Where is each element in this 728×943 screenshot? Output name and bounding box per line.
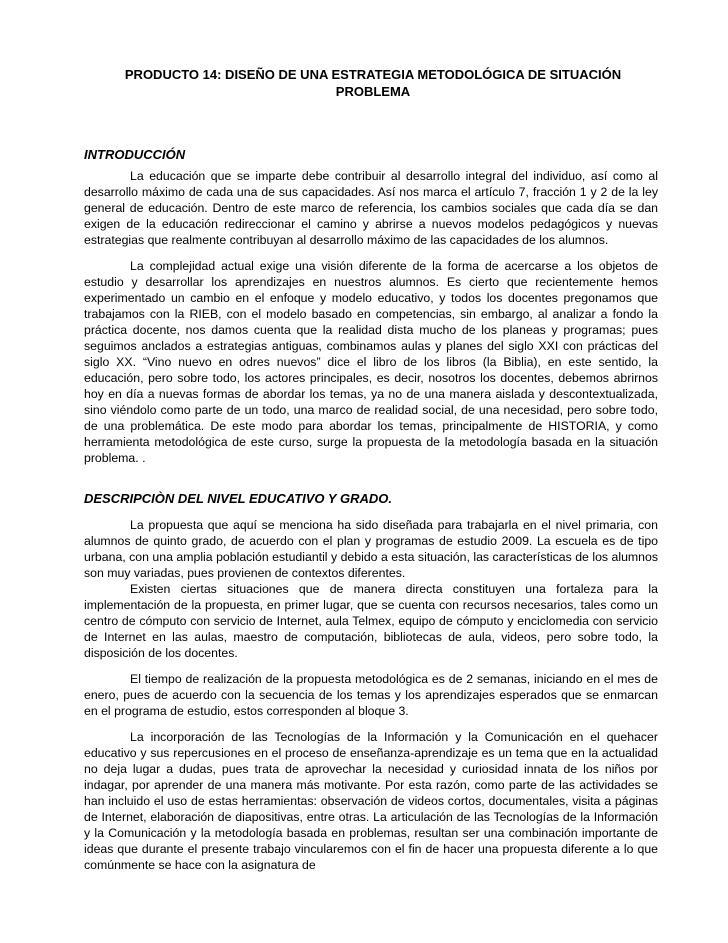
intro-paragraph-2: La complejidad actual exige una visión diferente de la forma de acercarse a los objetos de estudio y desarrollar los aprendizajes en nuestros alumnos. Es cierto que recientemente hemos experimentado un cambio en el enfoque y modelo educativo, y todos los docentes pregonamos que trabajamos con la RIEB, con el modelo basado en competencias, sin embargo, al analizar a fondo la práctica docente, nos damos cuenta que la realidad dista mucho de los planeas y programas; pues seguimos anclados a estrategias antiguas, combinamos aulas y planes del siglo XXI con prácticas del siglo XX. “Vino nuevo en odres nuevos” dice el libro de los libros (la Biblia), en este sentido, la educación, pero sobre todo, los actores principales, es decir, nosotros los docentes, debemos abrirnos hoy en día a nuevas formas de abordar los temas, ya no de una manera aislada y descontextualizada, sino viéndolo como parte de un todo, una marco de realidad social, de una necesidad, pero sobre todo, de una problemática. De este modo para abordar los temas, principalmente de HISTORIA, y como herramienta metodológica de este curso, surge la propuesta de la metodología basada en la situación problema. .: [84, 259, 658, 465]
description-paragraph-4: La incorporación de las Tecnologías de la Información y la Comunicación en el quehacer educativo y sus repercusiones en el proceso de enseñanza-aprendizaje es un tema que en la actualidad no deja lugar a dudas, pues trata de aprovechar la necesidad y curiosidad innata de los niños por indagar, por aprender de una manera más motivante. Por esta razón, como parte de las actividades se han incluido el uso de estas herramientas: observación de videos cortos, documentales, visita a páginas de Internet, elaboración de diapositivas, entre otras. La articulación de las Tecnologías de la Información y la Comunicación y la metodología basada en problemas, resultan ser una combinación importante de ideas que durante el presente trabajo vincularemos con el fin de hacer una propuesta diferente a lo que comúnmente se hace con la asignatura de: [84, 730, 658, 872]
intro-paragraph-1: La educación que se imparte debe contribuir al desarrollo integral del individuo, así como al desarrollo máximo de cada una de sus capacidades. Así nos marca el artículo 7, fracción 1 y 2 de la ley general de educación. Dentro de este marco de referencia, los cambios sociales que cada día se dan exigen de la educación redireccionar el camino y abrirse a nuevos modelos pedagógicos y nuevas estrategias que realmente contribuyan al desarrollo máximo de las capacidades de los alumnos.: [84, 169, 658, 247]
description-paragraph-1: La propuesta que aquí se menciona ha sido diseñada para trabajarla en el nivel primaria, con alumnos de quinto grado, de acuerdo con el plan y programas de estudio 2009. La escuela es de tipo urbana, con una amplia población estudiantil y debido a esta situación, las características de los alumnos son muy variadas, pues provienen de contextos diferentes.: [84, 518, 658, 580]
document-title: [84, 66, 658, 100]
description-paragraph-2: Existen ciertas situaciones que de manera directa constituyen una fortaleza para la implementación de la propuesta, en primer lugar, que se cuenta con recursos necesarios, tales como un centro de cómputo con servicio de Internet, aula Telmex, equipo de cómputo y enciclomedia con servicio de Internet en las aulas, maestro de computación, bibliotecas de aula, videos, pero sobre todo, la disposición de los docentes.: [84, 582, 658, 660]
description-paragraph-3: El tiempo de realización de la propuesta metodológica es de 2 semanas, iniciando en el mes de enero, pues de acuerdo con la secuencia de los temas y los aprendizajes esperados que se enmarcan en el programa de estudio, estos corresponden al bloque 3.: [84, 672, 658, 718]
heading-descripcion: DESCRIPCIÒN DEL NIVEL EDUCATIVO Y GRADO.: [84, 491, 392, 506]
title-line-1: PRODUCTO 14: DISEÑO DE UNA ESTRATEGIA METODOLÓGICA DE SITUACIÓN: [124, 67, 622, 82]
heading-introduccion: INTRODUCCIÓN: [84, 147, 186, 162]
title-line-2: PROBLEMA: [335, 84, 411, 99]
